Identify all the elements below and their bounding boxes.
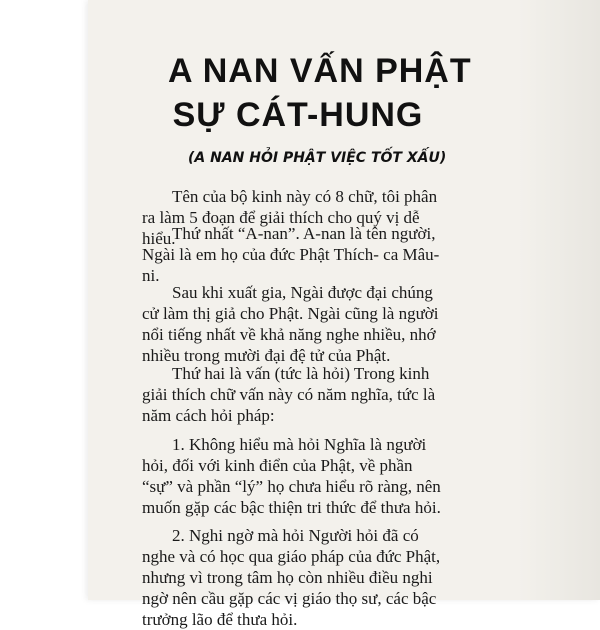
paragraph-3: Sau khi xuất gia, Ngài được đại chúng cử làm thị giả cho Phật. Ngài cũng là người nổi tiếng nhất về khả năng nghe nhiều, nhớ nhiều trong mười đại đệ tử của Phật. <box>142 283 439 365</box>
paragraph-4: Thứ hai là vấn (tức là hỏi) Trong kinh giải thích chữ vấn này có năm nghĩa, tức là năm cách hỏi pháp: <box>142 364 436 425</box>
page-subtitle: (A NAN HỎI PHẬT VIỆC TỐT XẤU) <box>188 150 447 166</box>
paragraph-5: 1. Không hiểu mà hỏi Nghĩa là người hỏi, đối với kinh điển của Phật, về phần “sự” và phần “lý” họ chưa hiểu rõ ràng, nên muốn gặp các bậc thiện tri thức để thưa hỏi. <box>142 435 441 517</box>
paragraph-1: Tên của bộ kinh này có 8 chữ, tôi phân ra làm 5 đoạn để giải thích cho quý vị dễ hiểu. <box>142 187 438 248</box>
page-title-line-1: A NAN VẤN PHẬT <box>168 52 472 90</box>
paragraph-6: 2. Nghi ngờ mà hỏi Người hỏi đã có nghe và có học qua giáo pháp của đức Phật, nhưng vì trong tâm họ còn nhiều điều nghi ngờ nên cầu gặp các vị giáo thọ sư, các bậc trưởng lão để thưa hỏi. <box>142 526 441 629</box>
page-edge-shadow <box>518 0 600 600</box>
page-title-line-2: SỰ CÁT-HUNG <box>172 96 424 134</box>
paragraph-2: Thứ nhất “A-nan”. A-nan là tên người, Ngài là em họ của đức Phật Thích- ca Mâu- ni. <box>142 224 440 285</box>
